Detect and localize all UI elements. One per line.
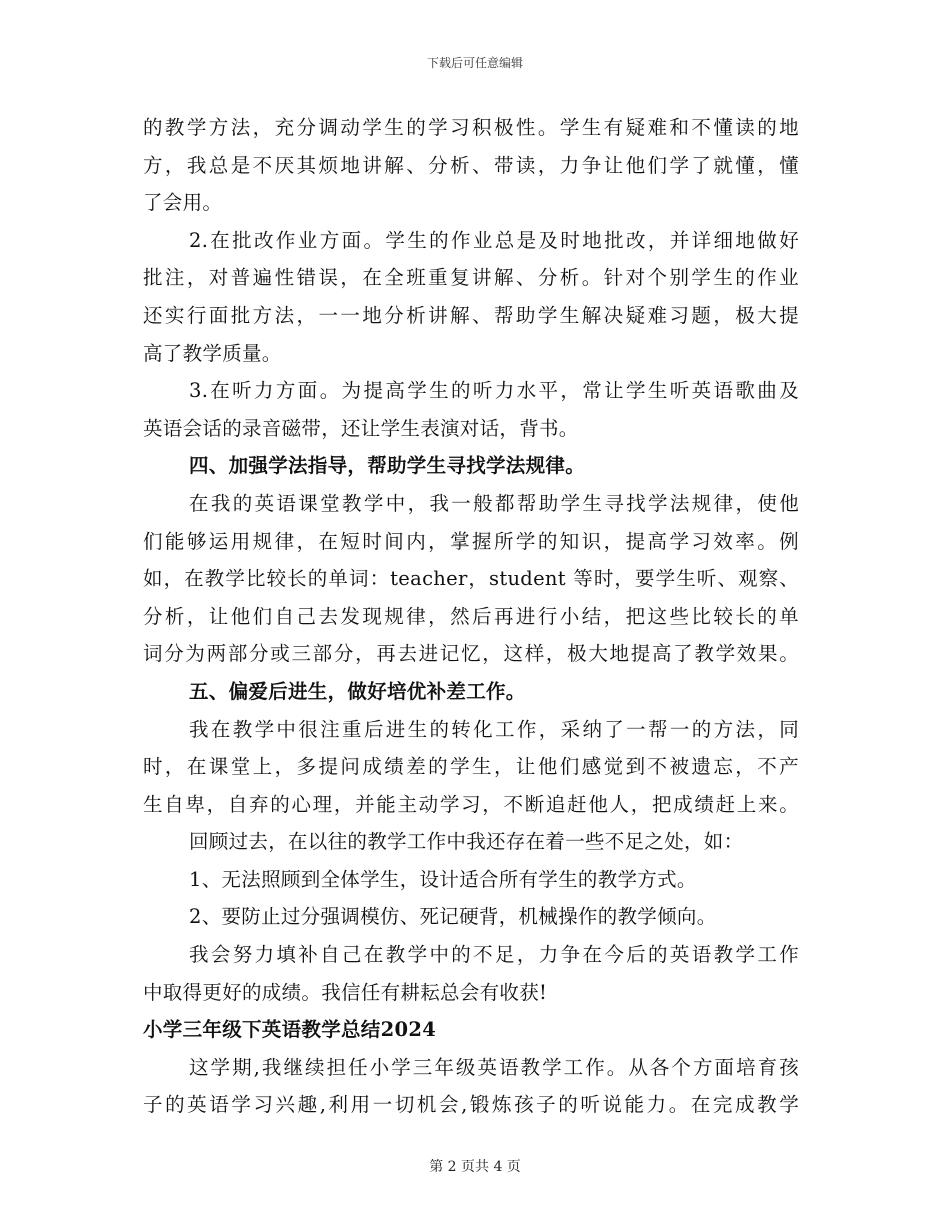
text-line: 3.在听力方面。为提高学生的听力水平，常让学生听英语歌曲及 bbox=[189, 379, 799, 403]
section-title: 小学三年级下英语教学总结2024 bbox=[143, 1018, 437, 1042]
text-line: 方，我总是不厌其烦地讲解、分析、带读，力争让他们学了就懂，懂 bbox=[143, 153, 799, 177]
text-line: 如，在教学比较长的单词：teacher，student 等时，要学生听、观察、 bbox=[143, 567, 799, 591]
section-heading: 五、偏爱后进生，做好培优补差工作。 bbox=[189, 679, 526, 703]
section-heading: 四、加强学法指导，帮助学生寻找学法规律。 bbox=[189, 454, 586, 478]
text-line: 回顾过去，在以往的教学工作中我还存在着一些不足之处，如： bbox=[189, 830, 744, 854]
text-line: 生自卑，自弃的心理，并能主动学习，不断追赶他人，把成绩赶上来。 bbox=[143, 792, 799, 816]
text-line: 分析，让他们自己去发现规律，然后再进行小结，把这些比较长的单 bbox=[143, 604, 799, 628]
text-line: 的教学方法，充分调动学生的学习积极性。学生有疑难和不懂读的地 bbox=[143, 116, 799, 139]
text-line: 在我的英语课堂教学中，我一般都帮助学生寻找学法规律，使他 bbox=[189, 491, 799, 515]
text-line: 2.在批改作业方面。学生的作业总是及时地批改，并详细地做好 bbox=[189, 228, 799, 252]
text-line: 高了教学质量。 bbox=[143, 341, 282, 365]
text-line: 批注，对普遍性错误，在全班重复讲解、分析。针对个别学生的作业 bbox=[143, 266, 799, 290]
text-line: 中取得更好的成绩。我信任有耕耘总会有收获! bbox=[143, 980, 548, 1004]
text-line: 还实行面批方法，一一地分析讲解、帮助学生解决疑难习题，极大提 bbox=[143, 303, 799, 327]
text-line: 子的英语学习兴趣,利用一切机会,锻炼孩子的听说能力。在完成教学 bbox=[143, 1093, 799, 1117]
document-body bbox=[143, 109, 799, 1124]
text-line: 了会用。 bbox=[143, 191, 223, 215]
text-line: 词分为两部分或三部分，再去进记忆，这样，极大地提高了教学效果。 bbox=[143, 642, 799, 666]
text-line: 我会努力填补自己在教学中的不足，力争在今后的英语教学工作 bbox=[189, 943, 799, 967]
text-line: 2、要防止过分强调模仿、死记硬背，机械操作的教学倾向。 bbox=[189, 905, 717, 929]
page-footer: 第 2 页共 4 页 bbox=[429, 1159, 521, 1175]
text-line: 们能够运用规律，在短时间内，掌握所学的知识，提高学习效率。例 bbox=[143, 529, 799, 553]
text-line: 1、无法照顾到全体学生，设计适合所有学生的教学方式。 bbox=[189, 867, 697, 891]
text-line: 这学期,我继续担任小学三年级英语教学工作。从各个方面培育孩 bbox=[189, 1055, 799, 1079]
text-line: 我在教学中很注重后进生的转化工作，采纳了一帮一的方法，同 bbox=[189, 717, 799, 741]
text-line: 英语会话的录音磁带，还让学生表演对话，背书。 bbox=[143, 416, 579, 440]
text-line: 时，在课堂上，多提问成绩差的学生，让他们感觉到不被遗忘，不产 bbox=[143, 755, 799, 779]
page-header: 下载后可任意编辑 bbox=[426, 56, 523, 70]
